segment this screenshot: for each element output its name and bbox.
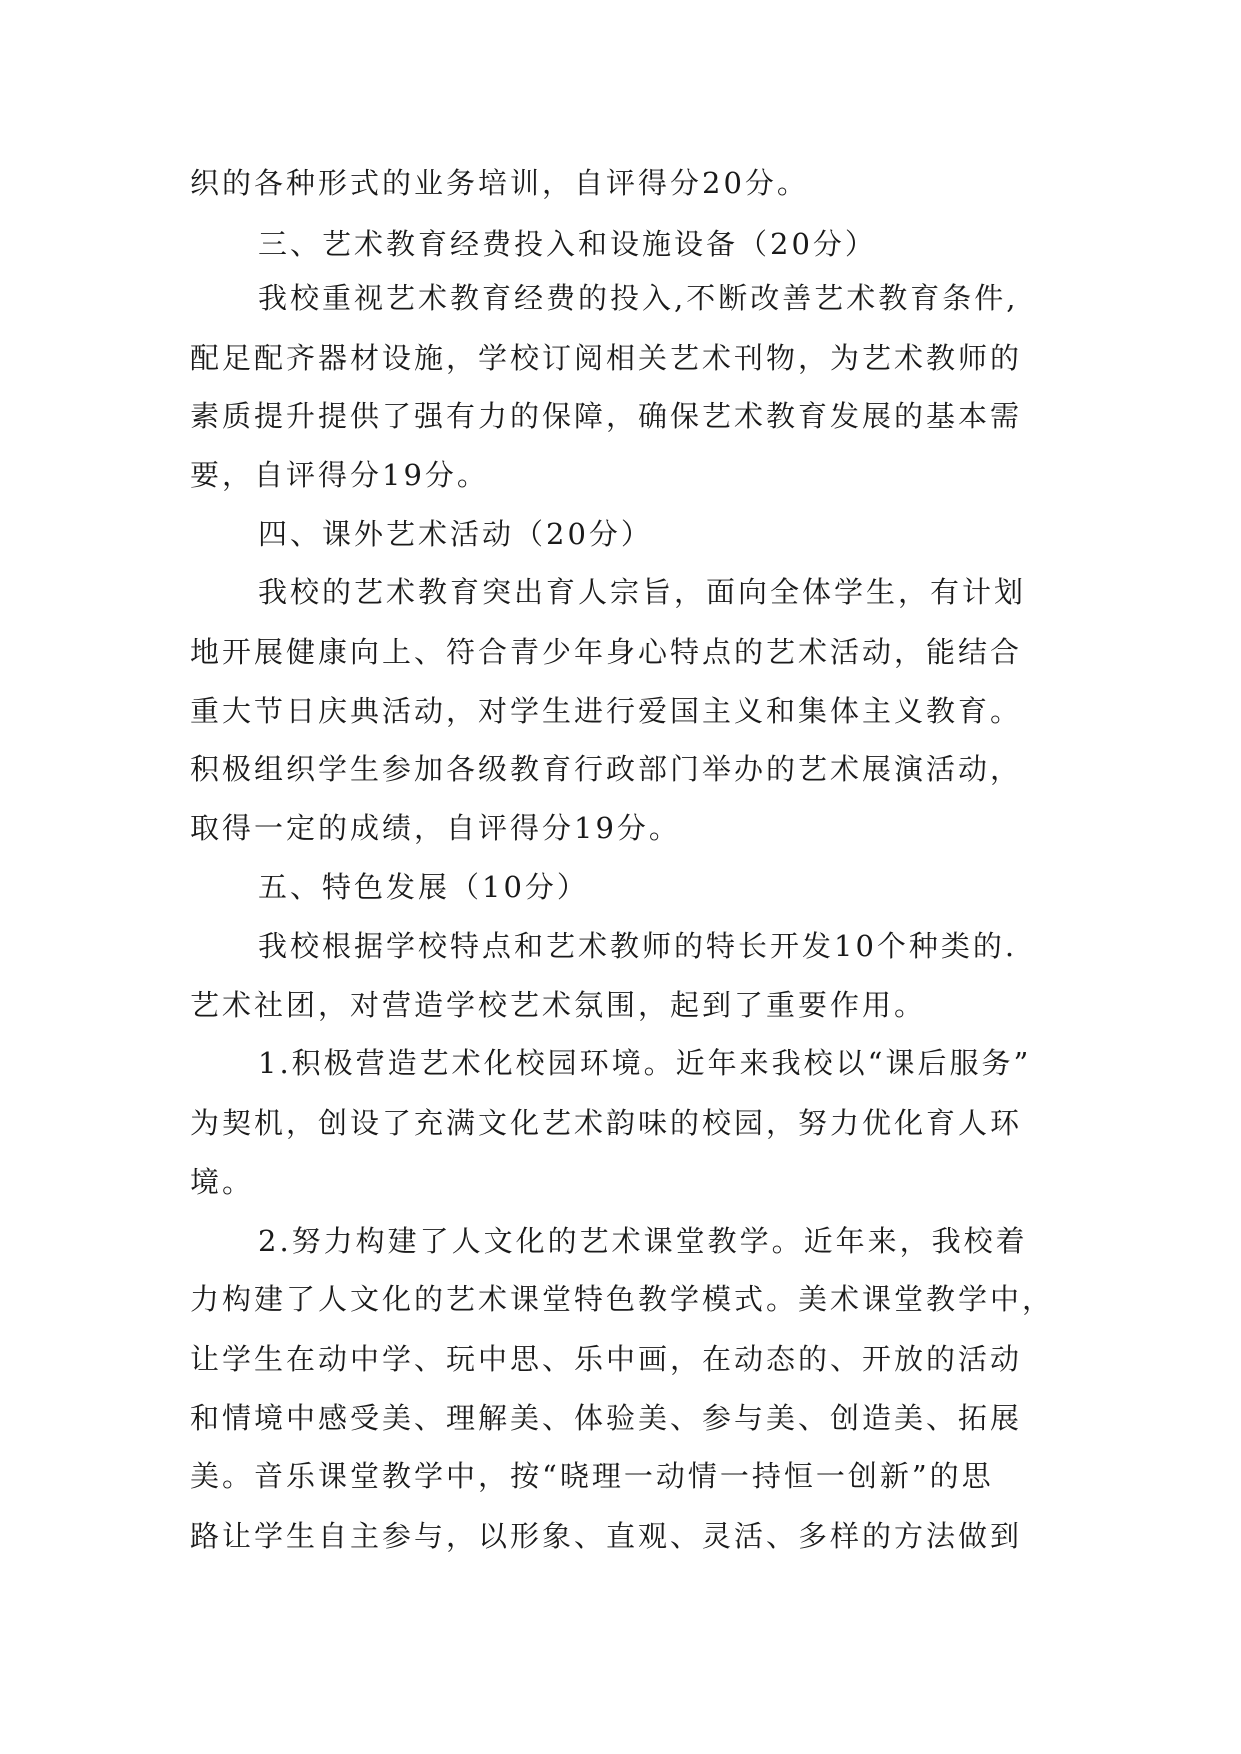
section-heading-3: 三、艺术教育经费投入和设施设备（20分） [258,227,877,261]
body-text-line: 配足配齐器材设施，学校订阅相关艺术刊物，为艺术教师的 [190,341,1023,375]
body-text-line: 力构建了人文化的艺术课堂特色教学模式。美术课堂教学中， [190,1282,1055,1316]
body-text-line: 要，自评得分19分。 [190,458,489,492]
body-text-line: 路让学生自主参与，以形象、直观、灵活、多样的方法做到 [190,1519,1023,1553]
body-text-line: 美。音乐课堂教学中，按“晓理一动情一持恒一创新”的思 [190,1459,994,1493]
body-text-line: 地开展健康向上、符合青少年身心特点的艺术活动，能结合 [190,635,1023,669]
body-text-line: 素质提升提供了强有力的保障，确保艺术教育发展的基本需 [190,399,1023,433]
paragraph-first-line: 我校的艺术教育突出育人宗旨，面向全体学生，有计划 [258,575,1027,609]
body-text-line: 重大节日庆典活动，对学生进行爱国主义和集体主义教育。 [190,694,1023,728]
paragraph-first-line: 我校重视艺术教育经费的投入,不断改善艺术教育条件, [258,281,1019,315]
section-heading-5: 五、特色发展（10分） [258,870,589,904]
body-text-line: 艺术社团，对营造学校艺术氛围，起到了重要作用。 [190,988,927,1022]
body-text-line: 和情境中感受美、理解美、体验美、参与美、创造美、拓展 [190,1401,1023,1435]
list-item-2-first-line: 2.努力构建了人文化的艺术课堂教学。近年来，我校着 [258,1224,1028,1258]
body-text-line: 境。 [190,1165,255,1199]
body-text-line: 为契机，创设了充满文化艺术韵味的校园，努力优化育人环 [190,1106,1023,1140]
section-heading-4: 四、课外艺术活动（20分） [258,517,653,551]
list-item-1-first-line: 1.积极营造艺术化校园环境。近年来我校以“课后服务” [258,1046,1032,1080]
body-text-line: 取得一定的成绩，自评得分19分。 [190,811,681,845]
body-text-line: 积极组织学生参加各级教育行政部门举办的艺术展演活动， [190,752,1023,786]
body-text-line: 织的各种形式的业务培训，自评得分20分。 [190,166,809,200]
body-text-line: 让学生在动中学、玩中思、乐中画，在动态的、开放的活动 [190,1342,1023,1376]
paragraph-first-line: 我校根据学校特点和艺术教师的特长开发10个种类的. [258,929,1018,963]
